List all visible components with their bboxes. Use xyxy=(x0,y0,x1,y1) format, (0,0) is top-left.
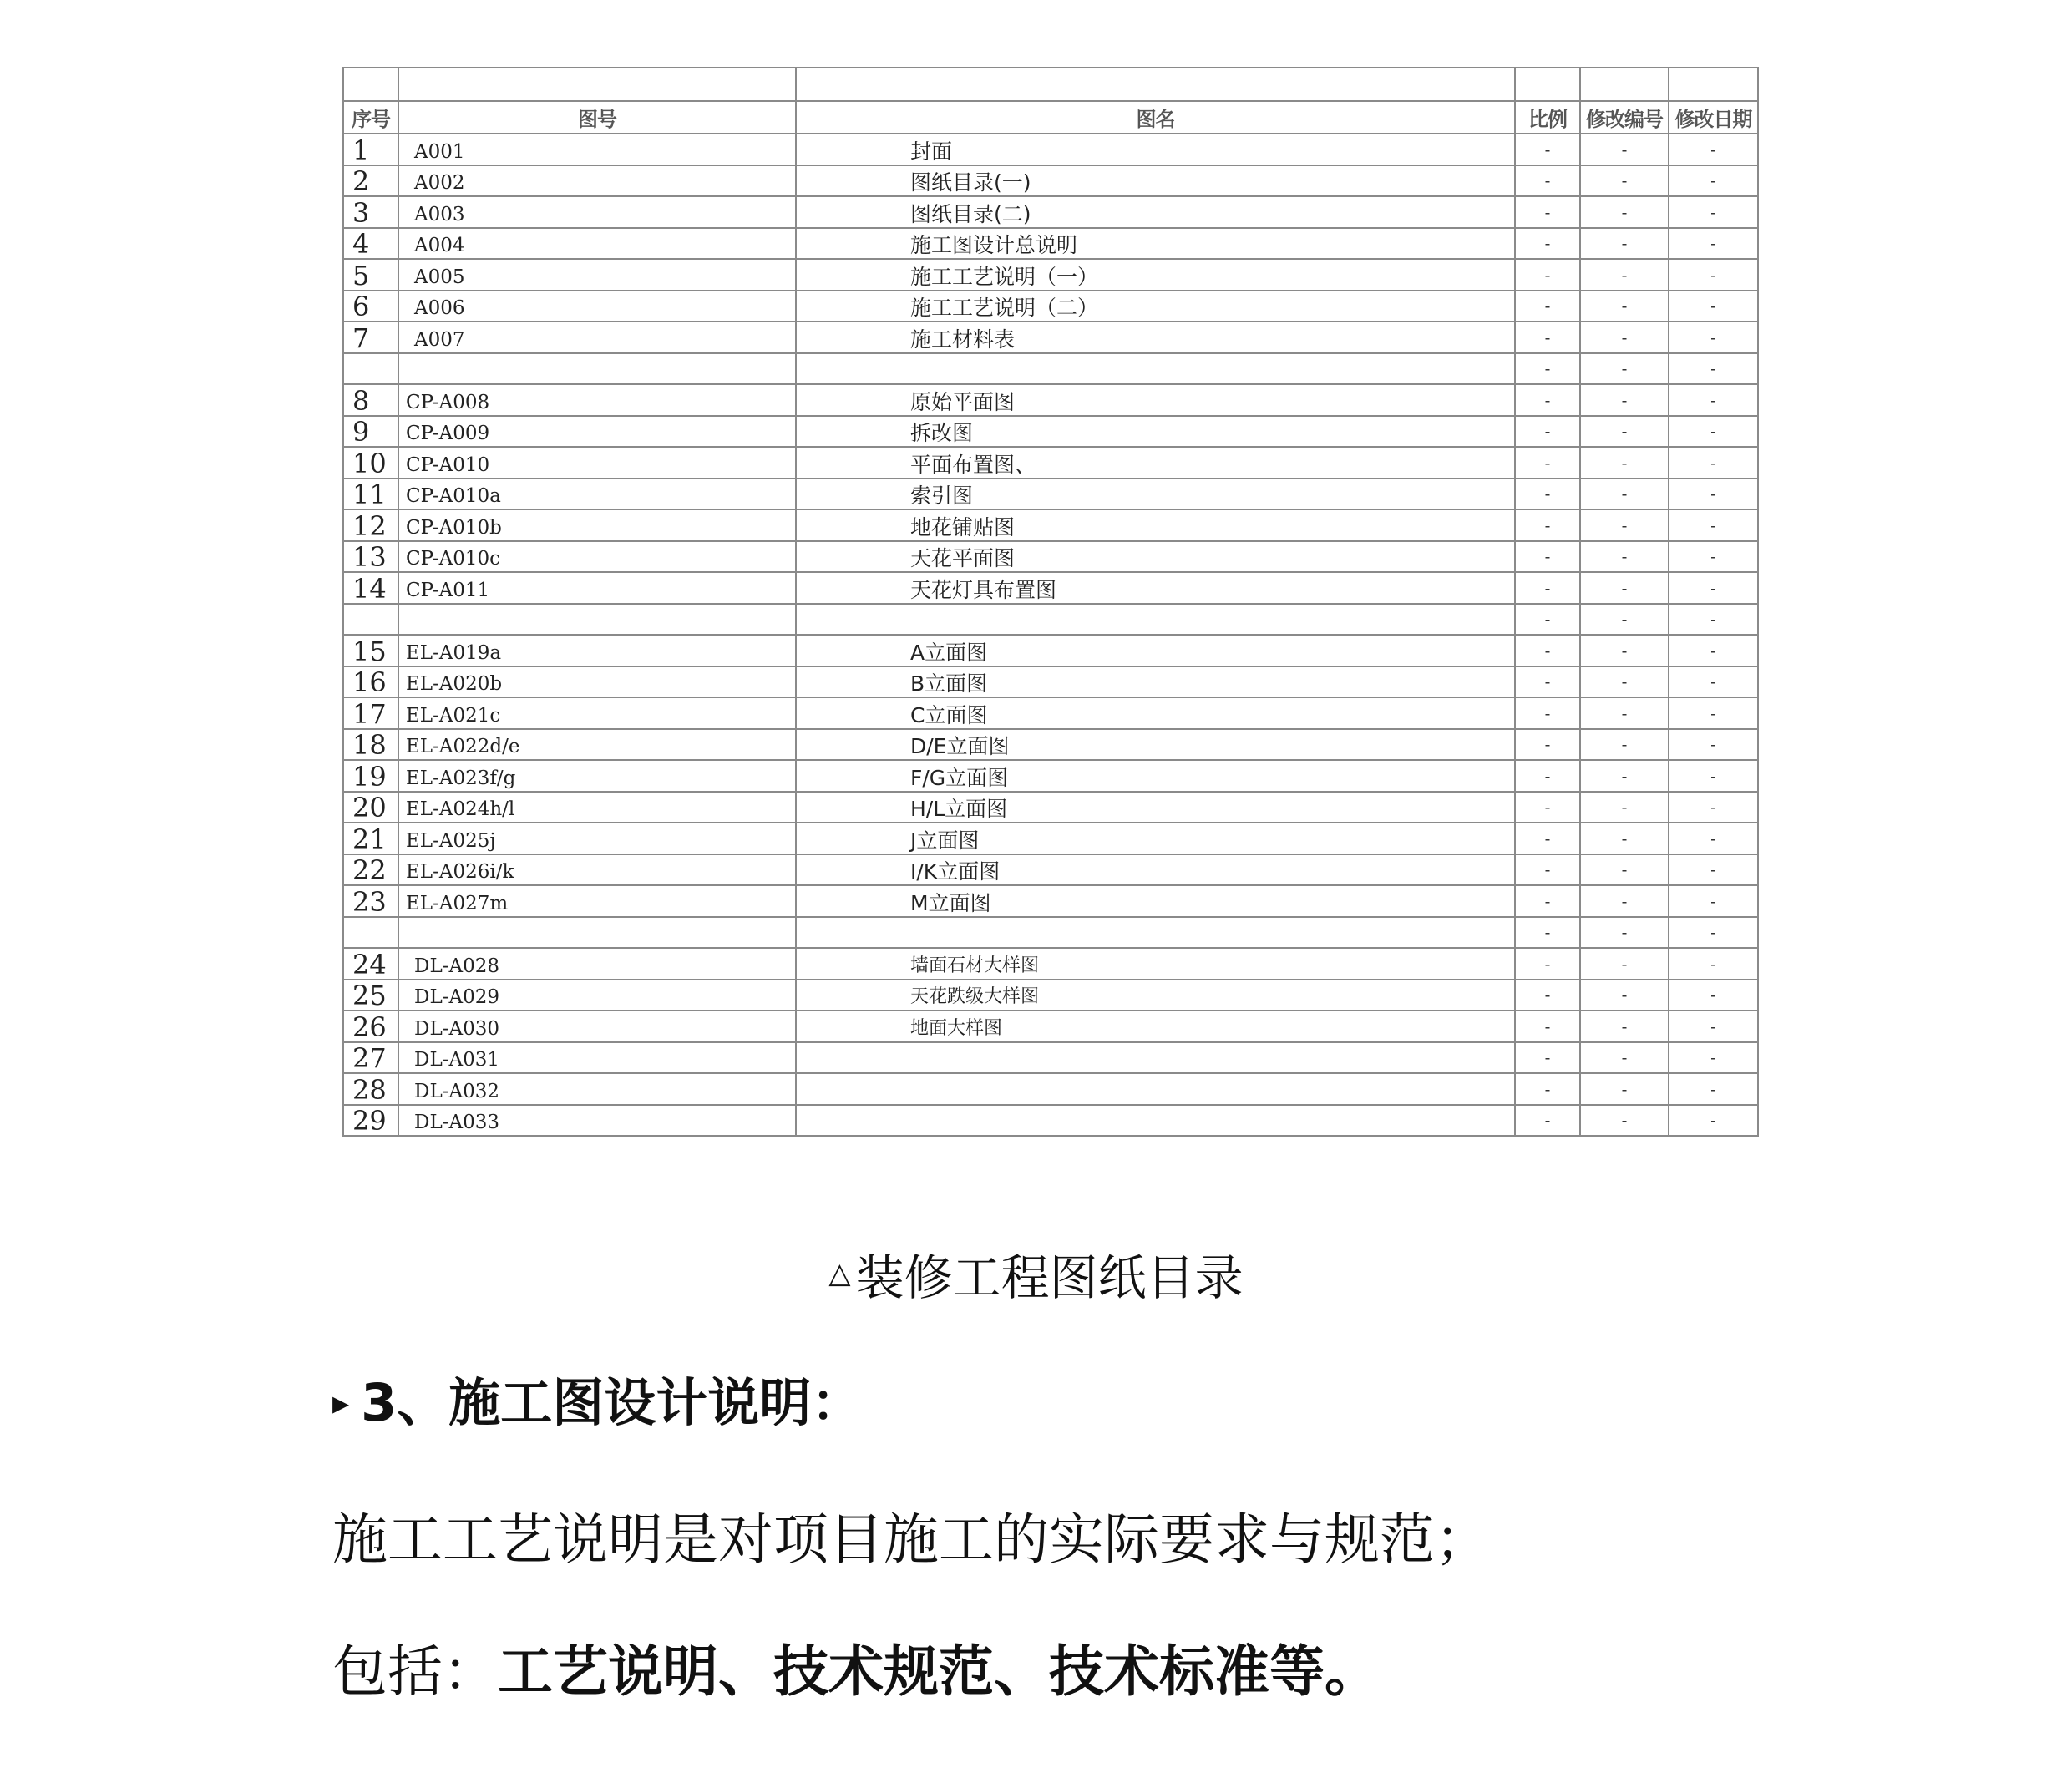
cell-date: - xyxy=(1669,1105,1758,1137)
cell-scale: - xyxy=(1515,541,1580,573)
cell-code: EL-A027m xyxy=(398,885,796,917)
cell-code: CP-A011 xyxy=(398,572,796,604)
cell-seq: 27 xyxy=(343,1042,398,1074)
header-name: 图名 xyxy=(796,101,1515,134)
cell-name xyxy=(796,1105,1515,1137)
cell-scale: - xyxy=(1515,572,1580,604)
cell-code: CP-A008 xyxy=(398,384,796,416)
cell-scale: - xyxy=(1515,322,1580,353)
cell-date: - xyxy=(1669,729,1758,761)
cell-name: 地面大样图 xyxy=(796,1011,1515,1042)
cell-code: DL-A029 xyxy=(398,980,796,1011)
cell-scale: - xyxy=(1515,948,1580,980)
cell-scale: - xyxy=(1515,1105,1580,1137)
cell-code: EL-A025j xyxy=(398,823,796,854)
cell-name: 平面布置图、 xyxy=(796,447,1515,479)
cell-date: - xyxy=(1669,697,1758,729)
table-row xyxy=(343,760,1758,792)
cell-seq: 4 xyxy=(343,228,398,260)
table-row xyxy=(343,792,1758,823)
cell-name xyxy=(796,353,1515,385)
cell-date: - xyxy=(1669,980,1758,1011)
table-body xyxy=(343,134,1758,1136)
cell-scale: - xyxy=(1515,885,1580,917)
section-heading-text: 3、施工图设计说明： xyxy=(361,1372,864,1433)
cell-code: A003 xyxy=(398,196,796,228)
cell-date: - xyxy=(1669,479,1758,510)
cell-seq: 7 xyxy=(343,322,398,353)
cell-date: - xyxy=(1669,854,1758,886)
cell-date: - xyxy=(1669,259,1758,291)
cell-code: A001 xyxy=(398,134,796,165)
cell-code: CP-A010a xyxy=(398,479,796,510)
table-row xyxy=(343,416,1758,448)
cell-rev: - xyxy=(1580,760,1669,792)
cell-scale: - xyxy=(1515,291,1580,322)
header-seq: 序号 xyxy=(343,101,398,134)
cell-seq: 25 xyxy=(343,980,398,1011)
cell-seq: 18 xyxy=(343,729,398,761)
cell-scale: - xyxy=(1515,416,1580,448)
cell-scale: - xyxy=(1515,384,1580,416)
arrow-right-icon: ▸ xyxy=(332,1384,350,1422)
cell-date: - xyxy=(1669,666,1758,698)
cell-code: A006 xyxy=(398,291,796,322)
cell-seq: 2 xyxy=(343,165,398,197)
table-row xyxy=(343,1073,1758,1105)
table-row xyxy=(343,635,1758,666)
cell-code: EL-A021c xyxy=(398,697,796,729)
cell-seq xyxy=(343,353,398,385)
cell-code: EL-A020b xyxy=(398,666,796,698)
blank-cell xyxy=(796,68,1515,101)
table-gap-row xyxy=(343,917,1758,949)
paragraph-includes-prefix: 包括： xyxy=(332,1639,498,1704)
cell-name: 原始平面图 xyxy=(796,384,1515,416)
cell-seq: 5 xyxy=(343,259,398,291)
cell-seq xyxy=(343,604,398,636)
cell-seq: 10 xyxy=(343,447,398,479)
cell-rev: - xyxy=(1580,854,1669,886)
blank-cell xyxy=(398,68,796,101)
cell-scale: - xyxy=(1515,823,1580,854)
cell-name: 图纸目录(一) xyxy=(796,165,1515,197)
table-blank-header-row xyxy=(343,68,1758,101)
cell-rev: - xyxy=(1580,416,1669,448)
paragraph-includes xyxy=(332,1637,1380,1707)
cell-rev: - xyxy=(1580,228,1669,260)
cell-name xyxy=(796,917,1515,949)
table-row xyxy=(343,572,1758,604)
table-gap-row xyxy=(343,353,1758,385)
table-row xyxy=(343,509,1758,541)
cell-date: - xyxy=(1669,604,1758,636)
cell-seq: 22 xyxy=(343,854,398,886)
table-row xyxy=(343,259,1758,291)
cell-date: - xyxy=(1669,1073,1758,1105)
cell-date: - xyxy=(1669,134,1758,165)
cell-seq: 15 xyxy=(343,635,398,666)
cell-name: 天花灯具布置图 xyxy=(796,572,1515,604)
cell-code: A007 xyxy=(398,322,796,353)
cell-code xyxy=(398,604,796,636)
cell-code: DL-A033 xyxy=(398,1105,796,1137)
cell-name: B立面图 xyxy=(796,666,1515,698)
table-row xyxy=(343,823,1758,854)
cell-name: 图纸目录(二) xyxy=(796,196,1515,228)
cell-date: - xyxy=(1669,353,1758,385)
cell-rev: - xyxy=(1580,792,1669,823)
cell-rev: - xyxy=(1580,885,1669,917)
cell-date: - xyxy=(1669,1042,1758,1074)
cell-code: CP-A010 xyxy=(398,447,796,479)
cell-rev: - xyxy=(1580,604,1669,636)
section-heading xyxy=(332,1370,863,1436)
table-row xyxy=(343,196,1758,228)
cell-date: - xyxy=(1669,228,1758,260)
cell-name xyxy=(796,1073,1515,1105)
cell-name: I/K立面图 xyxy=(796,854,1515,886)
table-row xyxy=(343,384,1758,416)
cell-scale: - xyxy=(1515,196,1580,228)
cell-seq: 19 xyxy=(343,760,398,792)
table-row xyxy=(343,165,1758,197)
cell-name: D/E立面图 xyxy=(796,729,1515,761)
cell-rev: - xyxy=(1580,1073,1669,1105)
cell-name: 天花跌级大样图 xyxy=(796,980,1515,1011)
blank-cell xyxy=(343,68,398,101)
cell-code: A002 xyxy=(398,165,796,197)
cell-name: F/G立面图 xyxy=(796,760,1515,792)
cell-date: - xyxy=(1669,760,1758,792)
cell-code: DL-A028 xyxy=(398,948,796,980)
cell-scale: - xyxy=(1515,479,1580,510)
table-caption xyxy=(0,1244,2072,1307)
cell-rev: - xyxy=(1580,1105,1669,1137)
cell-rev: - xyxy=(1580,1011,1669,1042)
cell-scale: - xyxy=(1515,666,1580,698)
table-row xyxy=(343,1105,1758,1137)
table-row xyxy=(343,729,1758,761)
cell-code: EL-A026i/k xyxy=(398,854,796,886)
cell-name: M立面图 xyxy=(796,885,1515,917)
cell-rev: - xyxy=(1580,291,1669,322)
table-row xyxy=(343,1042,1758,1074)
cell-name: 封面 xyxy=(796,134,1515,165)
cell-date: - xyxy=(1669,572,1758,604)
table-row xyxy=(343,541,1758,573)
cell-name: J立面图 xyxy=(796,823,1515,854)
table-row xyxy=(343,228,1758,260)
cell-seq: 26 xyxy=(343,1011,398,1042)
cell-rev: - xyxy=(1580,447,1669,479)
cell-seq: 6 xyxy=(343,291,398,322)
caption-text: 装修工程图纸目录 xyxy=(855,1249,1244,1306)
cell-scale: - xyxy=(1515,259,1580,291)
cell-rev: - xyxy=(1580,384,1669,416)
cell-code: A005 xyxy=(398,259,796,291)
cell-date: - xyxy=(1669,823,1758,854)
cell-seq: 16 xyxy=(343,666,398,698)
cell-rev: - xyxy=(1580,729,1669,761)
cell-seq xyxy=(343,917,398,949)
cell-seq: 8 xyxy=(343,384,398,416)
cell-name: 施工材料表 xyxy=(796,322,1515,353)
cell-rev: - xyxy=(1580,259,1669,291)
cell-seq: 24 xyxy=(343,948,398,980)
cell-seq: 1 xyxy=(343,134,398,165)
header-date: 修改日期 xyxy=(1669,101,1758,134)
cell-scale: - xyxy=(1515,635,1580,666)
cell-rev: - xyxy=(1580,948,1669,980)
cell-rev: - xyxy=(1580,917,1669,949)
cell-rev: - xyxy=(1580,572,1669,604)
table-row xyxy=(343,666,1758,698)
cell-name: 天花平面图 xyxy=(796,541,1515,573)
table-gap-row xyxy=(343,604,1758,636)
cell-rev: - xyxy=(1580,196,1669,228)
cell-date: - xyxy=(1669,416,1758,448)
cell-seq: 9 xyxy=(343,416,398,448)
cell-seq: 14 xyxy=(343,572,398,604)
cell-rev: - xyxy=(1580,541,1669,573)
cell-code: EL-A024h/l xyxy=(398,792,796,823)
cell-scale: - xyxy=(1515,165,1580,197)
cell-rev: - xyxy=(1580,353,1669,385)
cell-date: - xyxy=(1669,635,1758,666)
cell-scale: - xyxy=(1515,1042,1580,1074)
cell-rev: - xyxy=(1580,635,1669,666)
cell-code: CP-A009 xyxy=(398,416,796,448)
drawing-index-table-container xyxy=(342,67,1757,1137)
table-row xyxy=(343,885,1758,917)
header-rev: 修改编号 xyxy=(1580,101,1669,134)
cell-seq: 28 xyxy=(343,1073,398,1105)
paragraph-includes-bold: 工艺说明、技术规范、技术标准等。 xyxy=(498,1639,1380,1704)
cell-seq: 13 xyxy=(343,541,398,573)
cell-scale: - xyxy=(1515,604,1580,636)
table-row xyxy=(343,697,1758,729)
header-scale: 比例 xyxy=(1515,101,1580,134)
cell-code: DL-A031 xyxy=(398,1042,796,1074)
cell-date: - xyxy=(1669,948,1758,980)
cell-date: - xyxy=(1669,509,1758,541)
header-code: 图号 xyxy=(398,101,796,134)
table-row xyxy=(343,1011,1758,1042)
blank-cell xyxy=(1669,68,1758,101)
cell-seq: 12 xyxy=(343,509,398,541)
cell-rev: - xyxy=(1580,134,1669,165)
cell-name: C立面图 xyxy=(796,697,1515,729)
cell-name xyxy=(796,604,1515,636)
cell-date: - xyxy=(1669,792,1758,823)
cell-scale: - xyxy=(1515,1073,1580,1105)
cell-date: - xyxy=(1669,384,1758,416)
cell-name: 墙面石材大样图 xyxy=(796,948,1515,980)
cell-scale: - xyxy=(1515,1011,1580,1042)
cell-scale: - xyxy=(1515,792,1580,823)
cell-name: 施工图设计总说明 xyxy=(796,228,1515,260)
table-row xyxy=(343,948,1758,980)
cell-code: CP-A010b xyxy=(398,509,796,541)
cell-code: A004 xyxy=(398,228,796,260)
table-header-row xyxy=(343,101,1758,134)
cell-seq: 11 xyxy=(343,479,398,510)
triangle-icon: △ xyxy=(828,1257,851,1290)
cell-scale: - xyxy=(1515,228,1580,260)
cell-date: - xyxy=(1669,885,1758,917)
cell-seq: 3 xyxy=(343,196,398,228)
cell-name: 索引图 xyxy=(796,479,1515,510)
table-row xyxy=(343,291,1758,322)
cell-name: 拆改图 xyxy=(796,416,1515,448)
table-row xyxy=(343,322,1758,353)
table-row xyxy=(343,447,1758,479)
cell-scale: - xyxy=(1515,980,1580,1011)
cell-scale: - xyxy=(1515,760,1580,792)
cell-rev: - xyxy=(1580,666,1669,698)
cell-rev: - xyxy=(1580,165,1669,197)
cell-date: - xyxy=(1669,1011,1758,1042)
cell-date: - xyxy=(1669,322,1758,353)
cell-date: - xyxy=(1669,447,1758,479)
cell-rev: - xyxy=(1580,980,1669,1011)
cell-code: DL-A030 xyxy=(398,1011,796,1042)
cell-scale: - xyxy=(1515,509,1580,541)
blank-cell xyxy=(1580,68,1669,101)
cell-name: 地花铺贴图 xyxy=(796,509,1515,541)
cell-scale: - xyxy=(1515,729,1580,761)
cell-date: - xyxy=(1669,541,1758,573)
cell-seq: 17 xyxy=(343,697,398,729)
cell-seq: 29 xyxy=(343,1105,398,1137)
cell-name: H/L立面图 xyxy=(796,792,1515,823)
cell-scale: - xyxy=(1515,134,1580,165)
cell-rev: - xyxy=(1580,479,1669,510)
table-row xyxy=(343,134,1758,165)
cell-code: EL-A023f/g xyxy=(398,760,796,792)
cell-date: - xyxy=(1669,196,1758,228)
cell-rev: - xyxy=(1580,1042,1669,1074)
cell-name xyxy=(796,1042,1515,1074)
cell-scale: - xyxy=(1515,697,1580,729)
cell-code xyxy=(398,917,796,949)
cell-date: - xyxy=(1669,165,1758,197)
cell-seq: 21 xyxy=(343,823,398,854)
cell-date: - xyxy=(1669,917,1758,949)
cell-code: CP-A010c xyxy=(398,541,796,573)
table-row xyxy=(343,980,1758,1011)
cell-scale: - xyxy=(1515,917,1580,949)
paragraph-description: 施工工艺说明是对项目施工的实际要求与规范； xyxy=(332,1507,1490,1572)
cell-date: - xyxy=(1669,291,1758,322)
cell-code: EL-A022d/e xyxy=(398,729,796,761)
cell-rev: - xyxy=(1580,322,1669,353)
cell-name: A立面图 xyxy=(796,635,1515,666)
table-row xyxy=(343,854,1758,886)
cell-scale: - xyxy=(1515,353,1580,385)
drawing-index-table xyxy=(342,67,1759,1137)
cell-rev: - xyxy=(1580,509,1669,541)
cell-code xyxy=(398,353,796,385)
cell-scale: - xyxy=(1515,854,1580,886)
cell-code: EL-A019a xyxy=(398,635,796,666)
cell-name: 施工工艺说明（二） xyxy=(796,291,1515,322)
cell-rev: - xyxy=(1580,697,1669,729)
cell-scale: - xyxy=(1515,447,1580,479)
blank-cell xyxy=(1515,68,1580,101)
cell-name: 施工工艺说明（一） xyxy=(796,259,1515,291)
cell-rev: - xyxy=(1580,823,1669,854)
cell-code: DL-A032 xyxy=(398,1073,796,1105)
cell-seq: 23 xyxy=(343,885,398,917)
cell-seq: 20 xyxy=(343,792,398,823)
table-row xyxy=(343,479,1758,510)
